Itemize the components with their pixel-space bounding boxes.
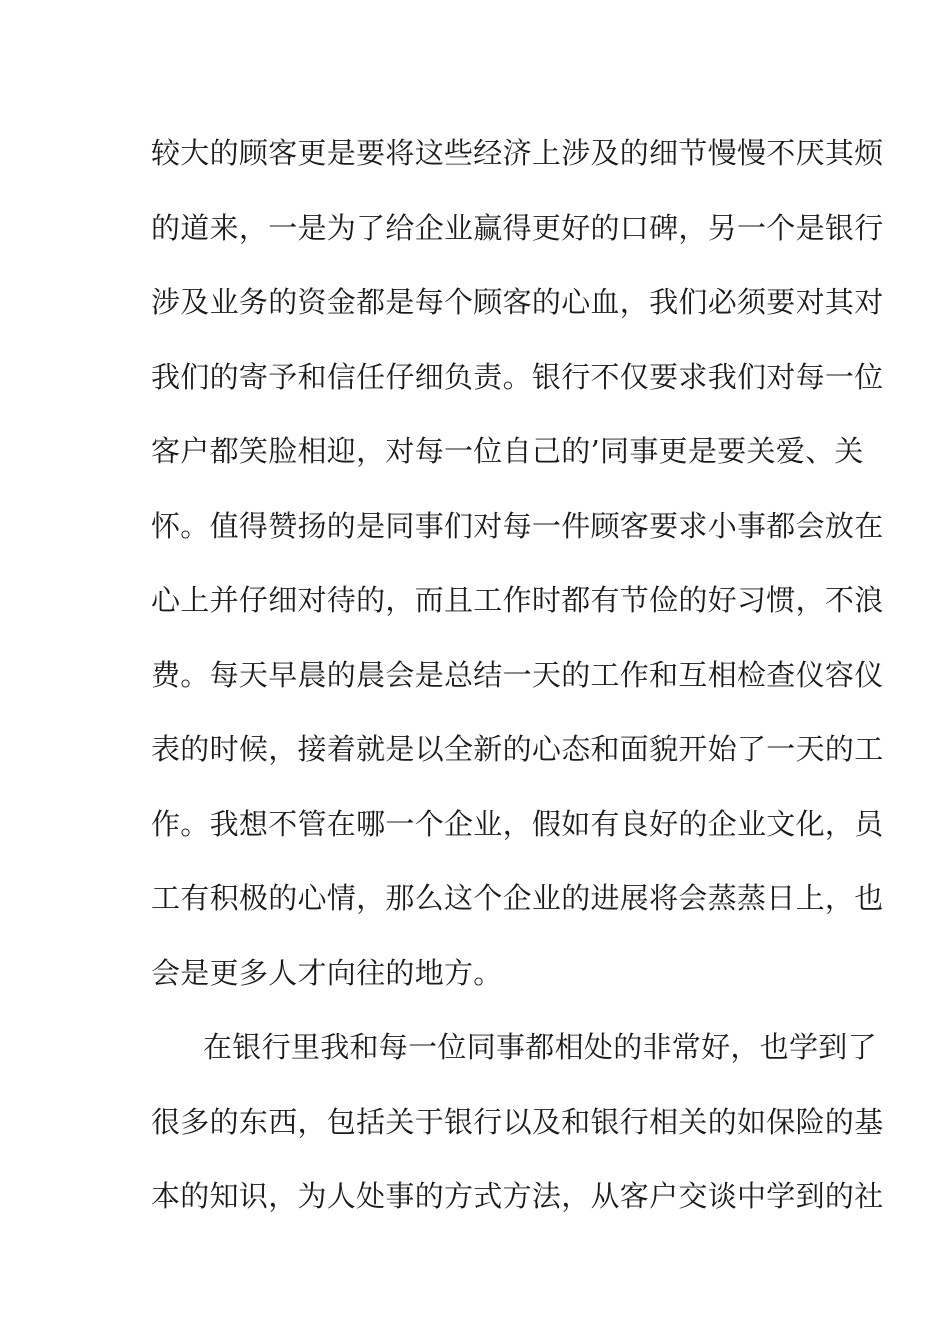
text-line-9: 表的时候，接着就是以全新的心态和面貌开始了一天的工	[151, 732, 884, 766]
text-line-1: 较大的顾客更是要将这些经济上涉及的细节慢慢不厌其烦	[151, 136, 884, 170]
text-line-13: 在银行里我和每一位同事都相处的非常好，也学到了	[203, 1030, 877, 1064]
text-line-10: 作。我想不管在哪一个企业，假如有良好的企业文化，员	[151, 806, 884, 841]
text-line-3: 涉及业务的资金都是每个顾客的心血，我们必须要对其对	[151, 285, 884, 319]
text-line-7: 心上并仔细对待的，而且工作时都有节俭的好习惯，不浪	[151, 583, 884, 617]
text-line-5: 客户都笑脸相迎，对每一位自己的’同事更是要关爱、关	[151, 434, 864, 468]
text-line-14: 很多的东西，包括关于银行以及和银行相关的如保险的基	[151, 1104, 884, 1139]
text-line-12: 会是更多人才向往的地方。	[151, 955, 503, 990]
text-line-4: 我们的寄予和信任仔细负责。银行不仅要求我们对每一位	[151, 359, 884, 394]
text-line-6: 怀。值得赞扬的是同事们对每一件顾客要求小事都会放在	[151, 508, 884, 543]
text-line-15: 本的知识，为人处事的方式方法，从客户交谈中学到的社	[151, 1179, 884, 1213]
document-body	[151, 127, 884, 1245]
text-line-8: 费。每天早晨的晨会是总结一天的工作和互相检查仪容仪	[151, 657, 884, 692]
text-line-2: 的道来，一是为了给企业赢得更好的口碑，另一个是银行	[151, 210, 884, 245]
text-line-11: 工有积极的心情，那么这个企业的进展将会蒸蒸日上，也	[151, 881, 884, 915]
